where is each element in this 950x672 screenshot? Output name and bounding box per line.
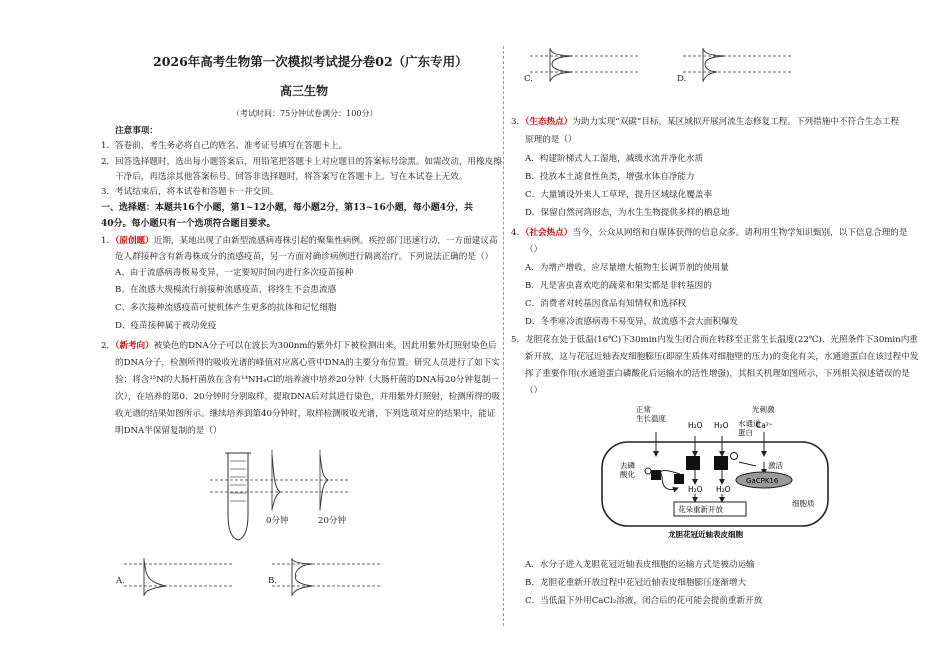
label-h2o-4: H₂O [716, 485, 731, 494]
q2-stem-line1 [101, 340, 497, 352]
exam-title: 2026年高考生物第一次模拟考试提分卷02（广东专用） [153, 54, 468, 69]
q2-option-c: C. [524, 74, 534, 84]
q5-number: 5． [511, 335, 526, 345]
column-divider [503, 46, 504, 626]
notes-heading: 注意事项： [115, 126, 158, 136]
q5-stem-text: 龙胆花在处于低温(16℃)下30min内发生闭合而在转移至正常生长温度(22℃)、光照条件下30min内重 [525, 335, 918, 345]
q5-option-c: C．当低温下外用CaCl₂溶液，闭合后的花可能会提前重新开放 [525, 596, 763, 606]
q2-option-a-graph [124, 556, 244, 598]
q2-option-b: B. [268, 576, 278, 586]
label-h2o-2: H₂O [714, 421, 729, 430]
label-reopen: 花朵重新开放 [678, 505, 723, 514]
q3-number: 3． [511, 117, 526, 127]
q5-option-a: A．水分子进入龙胆花冠近轴表皮细胞的运输方式是被动运输 [525, 560, 755, 570]
label-dephos: 去磷酸化 [620, 461, 635, 479]
q4-option-b: B．凡是害虫喜欢吃的蔬菜和果实都是非转基因的 [525, 281, 712, 291]
label-gacpk16: GaCPK16 [746, 477, 779, 485]
q5-cell-diagram [596, 404, 836, 542]
centrifuge-tube [228, 453, 248, 540]
q4-stem-text: 当今，公众从网络和自媒体获得的信息众多。请利用生物学知识甄别，以下信息合理的是 [572, 228, 908, 238]
q2-stem-line3: 验：将含¹⁵N的大肠杆菌放在含有¹⁴NH₄Cl的培养液中培养20分钟（大肠杆菌的DNA每20分钟复制一 [115, 375, 499, 385]
q3-stem-line1 [511, 116, 899, 128]
note-3: 3．考试结束后，将本试卷和答题卡一并交回。 [101, 187, 279, 197]
q2-option-d-graph [683, 48, 803, 88]
section1-line1: 一、选择题：本题共16个小题，第1~12小题，每小题2分，第13~16小题，每小题4分，共 [101, 203, 473, 213]
exam-info: （考试时间：75分钟试卷满分：100分） [232, 109, 378, 118]
fig-label-20min: 20分钟 [318, 516, 347, 526]
q2-stem-line2: 的DNA分子，检测所得的吸收光谱的峰值对应离心管中DNA的主要分布位置。研究人员进行了如下实 [115, 358, 500, 368]
q2-option-a: A. [116, 576, 125, 586]
fig-label-0min: 0分钟 [266, 516, 289, 526]
q4-number: 4． [511, 228, 526, 238]
q4-stem-line2: （） [525, 245, 543, 255]
q2-stem-text: 被染色的DNA分子可以在波长为300nm的紫外灯下被检测出来，因此用紫外灯照射染色后 [153, 341, 497, 351]
q1-option-b: B、在流感大规模流行前接种流感疫苗，将终生不会患流感 [115, 285, 337, 295]
q2-option-b-graph [272, 556, 392, 598]
q3-option-d: D．保留自然河湾形态，为水生生物提供多样的栖息地 [525, 208, 730, 218]
q5-stem-line2: 新开放，这与花冠近轴表皮细胞膨压(即原生质体对细胞壁的压力)的变化有关，水通道蛋白在该过程中发 [525, 352, 919, 362]
q1-number: 1． [101, 236, 116, 246]
q4-tag: （社会热点） [525, 228, 573, 238]
q4-option-a: A．为增产增收，应尽量增大植物生长调节剂的使用量 [525, 263, 729, 273]
label-ca: Ca²⁺ [756, 421, 773, 430]
q1-stem-text: 近期，某地出现了由新型流感病毒株引起的聚集性病例。疾控部门迅速行动，一方面建议高 [153, 236, 498, 246]
q5-stem-line3: 挥了重要作用(水通道蛋白磷酸化后运输水的活性增强)，其相关机理如图所示，下列相关叙述错误的是 [525, 369, 910, 379]
q3-option-a: A．构建阶梯式人工湿地，减缓水流并净化水质 [525, 154, 704, 164]
spectrum-0min [272, 455, 280, 509]
q3-tag: （生态热点） [525, 117, 573, 127]
note-1: 1．答卷前，考生务必将自己的姓名、准考证号填写在答题卡上。 [101, 141, 348, 151]
section1-line2: 40分。每小题只有一个选项符合题目要求。 [101, 219, 276, 229]
q1-stem-line2: 危人群接种含有新毒株成分的流感疫苗，另一方面对确诊病例进行隔离治疗。下列说法正确的是（） [115, 252, 494, 262]
q2-stem-line5: 收光谱的结果如图所示。继续培养到第40分钟时，取样检测吸收光谱，下列选项对应的结果中，能证 [115, 409, 496, 419]
q5-stem-line4: （） [525, 386, 543, 396]
label-h2o-1: H₂O [688, 421, 703, 430]
label-activate: 激活 [768, 461, 783, 470]
diagram-caption: 龙胆花冠近轴表皮细胞 [668, 530, 743, 539]
note-2-cont: 干净后，再选涂其他答案标号。回答非选择题时，将答案写在答题卡上。写在本试卷上无效。 [115, 172, 468, 182]
aquaporin-cytoplasm [651, 470, 661, 480]
q1-option-a: A、由于流感病毒极易变异，一定要短时间内进行多次疫苗接种 [115, 268, 354, 278]
label-h2o-3: H₂O [688, 485, 703, 494]
q2-option-c-graph [530, 48, 650, 88]
label-normal-temp: 正常生长温度 [636, 405, 666, 423]
q2-number: 2． [101, 341, 116, 351]
spectrum-20min [320, 455, 328, 509]
q5-option-b: B．龙胆花重新开放过程中花冠近轴表皮细胞膨压逐渐增大 [525, 578, 747, 588]
subject-title: 高三生物 [280, 84, 329, 98]
q3-stem-text: 为助力实现“双碳”目标，某区域拟开展河流生态修复工程。下列措施中不符合生态工程 [572, 117, 900, 127]
q1-option-d: D、疫苗接种属于被动免疫 [115, 321, 217, 331]
q3-option-b: B．投放本土滤食性鱼类，增强水体自净能力 [525, 172, 695, 182]
q3-stem-line2: 原理的是（） [525, 135, 577, 145]
q4-stem-line1 [511, 227, 908, 239]
q2-stem-line4: 次），在培养的第0、20分钟时分别取样，提取DNA后对其进行染色，并用紫外灯照射，检测所得的吸 [115, 392, 501, 402]
q4-option-c: C．消费者对转基因食品有知情权和选择权 [525, 299, 687, 309]
q2-option-d: D. [677, 74, 687, 84]
q5-stem-line1 [511, 334, 918, 346]
aquaporin-left [686, 456, 700, 470]
label-aquaporin: 水通道蛋白 [738, 419, 761, 437]
q1-stem-line1 [101, 235, 498, 247]
q2-stem-line6: 明DNA半保留复制的是（） [115, 426, 222, 436]
label-light: 光刺激 [752, 405, 775, 414]
q1-option-c: C、多次接种流感疫苗可使机体产生更多的抗体和记忆细胞 [115, 303, 337, 313]
q2-tag: （新考向） [115, 341, 154, 351]
q4-option-d: D．冬季寒冷流感病毒不易变异，故流感不会大面积爆发 [525, 317, 739, 327]
q1-tag: （原创题） [115, 236, 154, 246]
aquaporin-right [714, 456, 728, 470]
note-2: 2．回答选择题时，选出每小题答案后，用铅笔把答题卡上对应题目的答案标号涂黑。如需改动，用橡皮擦 [101, 157, 502, 167]
q2-centrifuge-figure [210, 445, 370, 545]
label-cytoplasm: 细胞质 [792, 499, 815, 508]
q3-option-c: C．大量铺设外来人工草坪，提升区域绿化覆盖率 [525, 190, 713, 200]
